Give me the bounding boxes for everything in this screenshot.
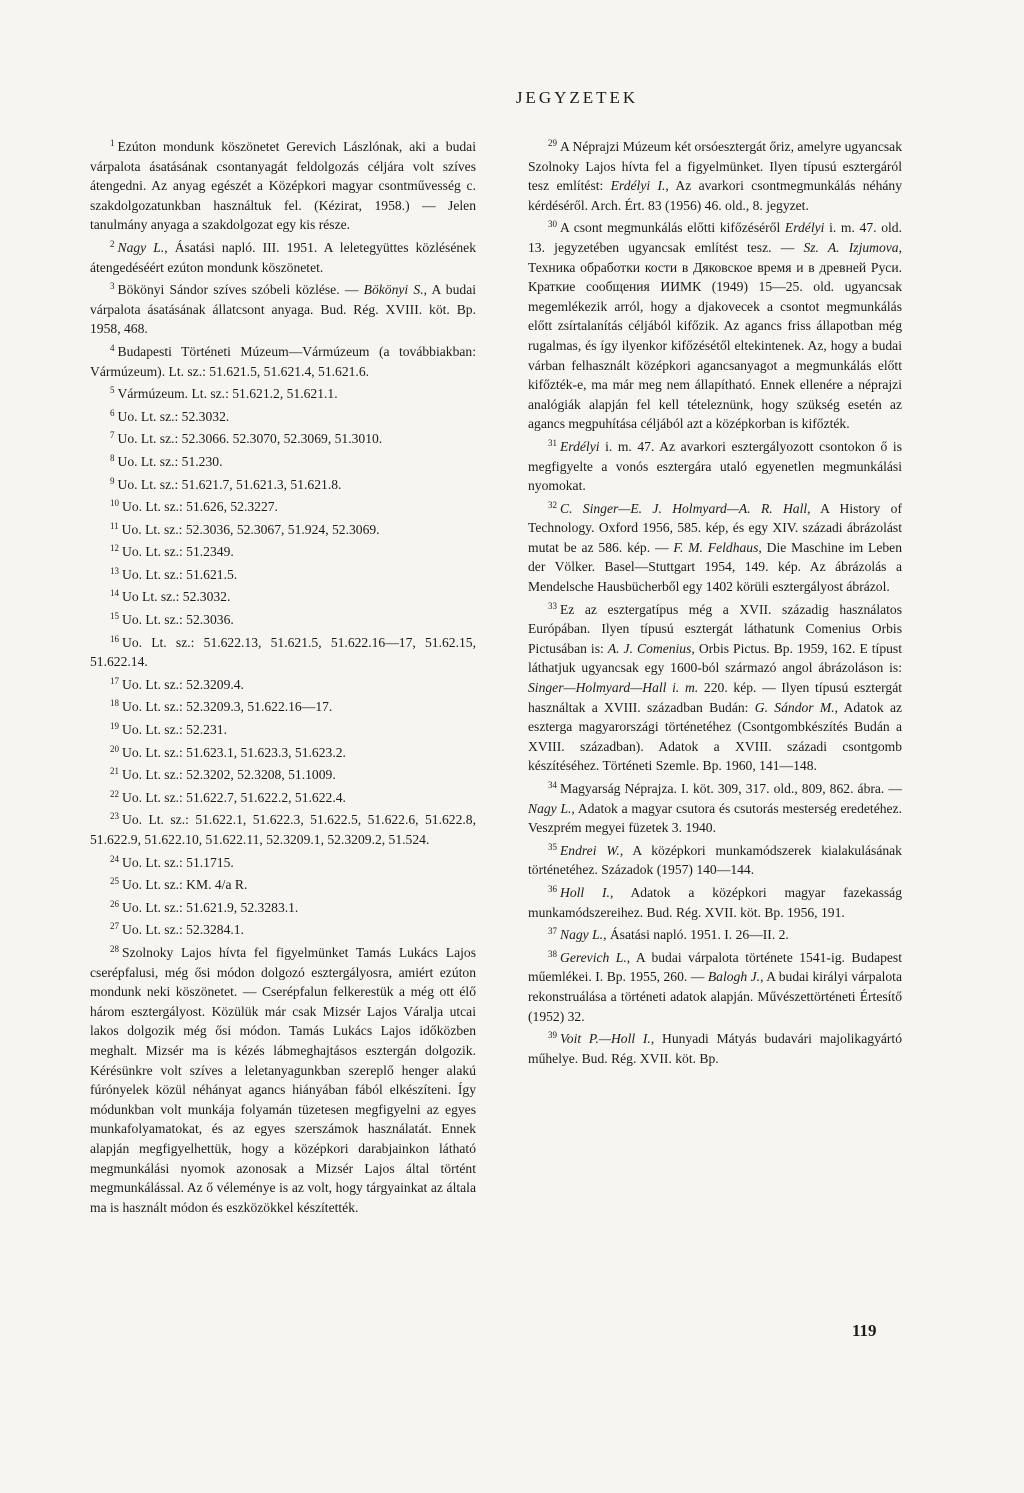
footnote-27: [90, 917, 476, 940]
right-column: [528, 134, 902, 1068]
page-number: 119: [852, 1321, 877, 1340]
footnote-number: 13: [110, 565, 119, 576]
footnote-number: 5: [110, 385, 115, 396]
footnote-2: [90, 235, 476, 277]
footnote-number: 4: [110, 342, 115, 353]
footnote-number: 1: [110, 138, 115, 148]
footnote-text: Uo. Lt. sz.: 51.2349.: [122, 544, 234, 560]
footnote-text: Vármúzeum. Lt. sz.: 51.621.2, 51.621.1.: [117, 386, 338, 402]
footnote-text: Bökönyi Sándor szíves szóbeli közlése. — Bökönyi S., A budai várpalota ásatásának állatcsont anyaga. Bud. Rég. XVIII. köt. Bp. 1958, 468.: [90, 282, 477, 337]
footnote-text: Nagy L., Ásatási napló. III. 1951. A leletegyüttes közlésének átengedéséért ezúton mondunk köszönetet.: [90, 239, 476, 275]
footnote-text: Uo. Lt. sz.: 51.1715.: [122, 854, 234, 870]
footnote-number: 19: [110, 721, 119, 732]
footnote-number: 34: [548, 780, 557, 790]
footnote-text: Uo. Lt. sz.: 51.621.7, 51.621.3, 51.621.8.: [117, 476, 342, 492]
footnote-text: Uo. Lt. sz.: 51.621.9, 52.3283.1.: [122, 899, 299, 915]
footnote-text: Uo. Lt. sz.: 51.623.1, 51.623.3, 51.623.2.: [122, 744, 346, 760]
footnote-number: 17: [110, 675, 119, 686]
footnote-8: [90, 449, 476, 472]
footnote-text: A Néprajzi Múzeum két orsóesztergát őriz, amelyre ugyancsak Szolnoky Lajos hívta fel a figyelmünket. Ilyen típusú esztergáról tesz említést: Erdélyi I., Az avarkori csontmegmunkálás néhány kérdéséről. Arch. Ért. 83 (1956) 46. old., 8. jegyzet.: [528, 139, 902, 213]
footnote-number: 33: [548, 600, 557, 611]
footnote-number: 25: [110, 876, 119, 887]
footnote-39: [528, 1026, 902, 1068]
footnote-number: 7: [110, 430, 115, 441]
footnote-35: [528, 838, 902, 880]
footnote-number: 39: [548, 1030, 557, 1041]
footnote-number: 14: [110, 588, 119, 599]
footnote-text: Uo. Lt. sz.: KM. 4/a R.: [122, 877, 248, 893]
footnote-17: [90, 672, 476, 695]
footnote-number: 10: [110, 498, 119, 509]
footnote-text: Uo. Lt. sz.: 52.3209.3, 51.622.16—17.: [122, 699, 333, 715]
footnote-5: [90, 381, 476, 404]
footnote-25: [90, 872, 476, 895]
footnote-number: 21: [110, 766, 119, 777]
footnote-text: Ez az esztergatípus még a XVII. századig használatos Európában. Ilyen típusú esztergát láthatunk Comenius Orbis Pictusában is: A. J. Comenius, Orbis Pictus. Bp. 1959, 162. E típust láthatjuk ugyancsak egy 1600-ból származó angol ábrázoláson is: Singer—Holmyard—Hall i. m. 220. kép. — Ilyen típusú esztergát használtak a XVIII. században Budán: G. Sándor M., Adatok az eszterga magyarországi történetéhez (Csontgombkészítés Budán a XVIII. században). Adatok a XVIII. századi csontgomb készítéséhez. Történeti Szemle. Bp. 1960, 141—148.: [528, 601, 903, 774]
footnote-text: Uo. Lt. sz.: 51.626, 52.3227.: [122, 499, 278, 515]
footnote-text: Uo. Lt. sz.: 51.621.5.: [122, 566, 238, 582]
footnote-number: 11: [110, 520, 119, 531]
footnote-text: Uo. Lt. sz.: 52.3032.: [117, 408, 230, 424]
footnote-34: [528, 776, 902, 838]
footnote-text: C. Singer—E. J. Holmyard—A. R. Hall, A History of Technology. Oxford 1956, 585. kép, és egy XIV. századi ábrázolást mutat be az 586. kép. — F. M. Feldhaus, Die Maschine im Leben der Völker. Basel—Stuttgart 1954, 149. kép. Az ábrázolás a Mendelsche Hausbücherből egy 1402 körüli esztergályost ábrázol.: [528, 500, 903, 595]
footnote-text: Erdélyi i. m. 47. Az avarkori esztergályozott csontokon ő is megfigyelte a vonós esztergára utaló egyenetlen megmunkálási nyomokat.: [528, 438, 902, 494]
footnote-text: Uo. Lt. sz.: 52.3202, 52.3208, 51.1009.: [122, 767, 336, 783]
footnote-text: Uo. Lt. sz.: 52.3284.1.: [122, 922, 244, 938]
footnote-18: [90, 694, 476, 717]
footnote-9: [90, 472, 476, 495]
footnote-text: Gerevich L., A budai várpalota története 1541-ig. Budapest műemlékei. I. Bp. 1955, 260. — Balogh J., A budai királyi várpalota rekonstruálása a történeti adatok alapján. Művészettörténeti Értesítő (1952) 32.: [528, 949, 902, 1024]
footnote-4: [90, 339, 476, 381]
footnote-number: 6: [110, 407, 115, 418]
footnote-number: 28: [110, 943, 119, 954]
footnote-text: Uo. Lt. sz.: 51.230.: [117, 453, 223, 469]
footnote-21: [90, 762, 476, 785]
footnote-number: 27: [110, 921, 119, 932]
footnote-number: 9: [110, 475, 115, 486]
footnote-number: 32: [548, 499, 557, 510]
footnote-11: [90, 517, 476, 540]
footnote-number: 38: [548, 948, 557, 959]
footnote-text: Uo. Lt. sz.: 51.622.1, 51.622.3, 51.622.5, 51.622.6, 51.622.8, 51.622.9, 51.622.10, 51.622.11, 52.3209.1, 52.3209.2, 51.524.: [90, 812, 476, 847]
footnote-14: [90, 584, 476, 607]
footnote-31: [528, 434, 902, 496]
footnote-text: Nagy L., Ásatási napló. 1951. I. 26—II. 2.: [560, 927, 789, 943]
footnote-text: Voit P.—Holl I., Hunyadi Mátyás budavári majolikagyártó műhelye. Bud. Rég. XVII. köt. Bp.: [528, 1031, 902, 1066]
footnote-number: 2: [110, 238, 115, 249]
footnote-30: [528, 215, 902, 434]
footnote-3: [90, 277, 476, 339]
footnote-16: [90, 630, 476, 672]
footnote-number: 23: [110, 811, 119, 822]
footnote-number: 22: [110, 788, 119, 799]
footnote-number: 24: [110, 853, 119, 864]
footnote-20: [90, 740, 476, 763]
footnote-text: A csont megmunkálás előtti kifőzéséről Erdélyi i. m. 47. old. 13. jegyzetében ugyancsak említést tesz. — Sz. A. Izjumova, Техника обработки кости в Дяковское время и в древней Руси. Краткие сообщения ИИМК (1949) 15—25. old. ugyancsak megemlékezik arról, hogy a djakovecek a csontot megmunkálás előtt zsírtalanítás céljából kifőzik. Az agancs friss állapotban még rugalmas, és így ilyenkor kifőzésétől eltekintenek. Az, hogy a budai várban felhasznált középkori agancsanyagot a megmunkálás előtt kifőzték-e, ma már meg nem állapítható. Ennek ellenére a néprajzi analógiák alapján fel kell tételeznünk, hogy szükség esetén az agancs megpuhítása céljából azt a középkorban is kifőzték.: [528, 220, 902, 432]
footnote-10: [90, 494, 476, 517]
footnote-number: 18: [110, 698, 119, 709]
footnote-number: 30: [548, 219, 557, 230]
left-column: [90, 134, 476, 1217]
footnote-text: Ezúton mondunk köszönetet Gerevich Lászlónak, aki a budai várpalota ásatásának csontanyagát feldolgozás céljára volt szíves átengedni. Az anyag egészét a Középkori magyar csontművesség c. szakdolgozatunkban használtuk fel. (Kézirat, 1958.) — Jelen tanulmány anyaga a szakdolgozat egy kis része.: [90, 139, 476, 233]
footnote-26: [90, 895, 476, 918]
footnote-7: [90, 426, 476, 449]
footnote-text: Uo. Lt. sz.: 52.3209.4.: [122, 676, 244, 692]
section-heading: JEGYZETEK: [515, 88, 639, 107]
footnote-28: [90, 940, 476, 1217]
footnote-37: [528, 922, 902, 945]
footnote-text: Uo. Lt. sz.: 52.3036, 52.3067, 51.924, 52.3069.: [121, 521, 380, 537]
footnote-22: [90, 785, 476, 808]
footnote-6: [90, 404, 476, 427]
footnote-text: Budapesti Történeti Múzeum—Vármúzeum (a továbbiakban: Vármúzeum). Lt. sz.: 51.621.5, 51.621.4, 51.621.6.: [90, 343, 476, 379]
footnote-number: 37: [548, 926, 557, 937]
footnote-number: 15: [110, 611, 119, 622]
footnote-text: Magyarság Néprajza. I. köt. 309, 317. old., 809, 862. ábra. — Nagy L., Adatok a magyar csutora és csutorás mesterség eredetéhez. Veszprém megyei füzetek 3. 1940.: [528, 781, 902, 836]
footnote-number: 12: [110, 543, 119, 554]
footnote-text: Uo. Lt. sz.: 51.622.13, 51.621.5, 51.622.16—17, 51.62.15, 51.622.14.: [90, 634, 476, 670]
footnote-33: [528, 597, 902, 776]
footnote-13: [90, 562, 476, 585]
footnote-text: Endrei W., A középkori munkamódszerek kialakulásának történetéhez. Századok (1957) 140—144.: [528, 842, 902, 878]
footnote-32: [528, 496, 902, 597]
footnote-29: [528, 134, 902, 215]
footnote-19: [90, 717, 476, 740]
footnote-text: Uo Lt. sz.: 52.3032.: [122, 589, 231, 605]
footnote-text: Szolnoky Lajos hívta fel figyelmünket Tamás Lukács Lajos cserépfalusi, még ősi módon dolgozó esztergályosra, amiért ezúton mondunk neki köszönetet. — Cserépfalun felkerestük a még ott élő három esztergályost. Közülük már csak Mizsér Lajos Váralja utcai lakos dolgozik még ősi módon. Tamás Lukács Lajos időközben meghalt. Mizsér ma is kézés lábmeghajtásos esztergán dolgozik. Kérésünkre volt szíves a leletanyagunkban szereplő henger alakú fúrónyelek közül néhányat agancs hiányában fából elkészíteni. Így módunkban volt munkája folyamán tüzetesen megfigyelni az egyes munkafolyamatokat, és az egyes szerszámok használatát. Ennek alapján megfigyelhettük, hogy a középkori darabjainkon látható megmunkálási nyomok azonosak a Mizsér Lajos által történt megmunkálással. Az ő véleménye is az volt, hogy tárgyainkat az általa ma is használt módon és eszközökkel készítették.: [90, 944, 476, 1215]
footnote-text: Uo. Lt. sz.: 51.622.7, 51.622.2, 51.622.4.: [122, 789, 346, 805]
footnote-12: [90, 539, 476, 562]
footnote-text: Uo. Lt. sz.: 52.3066. 52.3070, 52.3069, 51.3010.: [117, 431, 383, 447]
footnote-15: [90, 607, 476, 630]
footnote-text: Holl I., Adatok a középkori magyar fazekasság munkamódszereihez. Bud. Rég. XVII. köt. Bp. 1956, 191.: [528, 884, 902, 920]
footnote-38: [528, 945, 902, 1026]
footnote-24: [90, 850, 476, 873]
footnote-number: 20: [110, 743, 119, 754]
footnote-number: 29: [548, 138, 557, 148]
footnote-36: [528, 880, 902, 922]
footnote-text: Uo. Lt. sz.: 52.3036.: [122, 612, 234, 628]
footnote-number: 35: [548, 841, 557, 852]
footnote-23: [90, 807, 476, 849]
footnote-text: Uo. Lt. sz.: 52.231.: [122, 722, 227, 738]
footnote-number: 26: [110, 898, 119, 909]
footnote-number: 3: [110, 281, 115, 292]
footnote-1: [90, 134, 476, 235]
footnote-number: 8: [110, 452, 115, 463]
footnote-number: 16: [110, 633, 119, 644]
footnote-number: 31: [548, 437, 557, 448]
footnote-number: 36: [548, 883, 557, 894]
